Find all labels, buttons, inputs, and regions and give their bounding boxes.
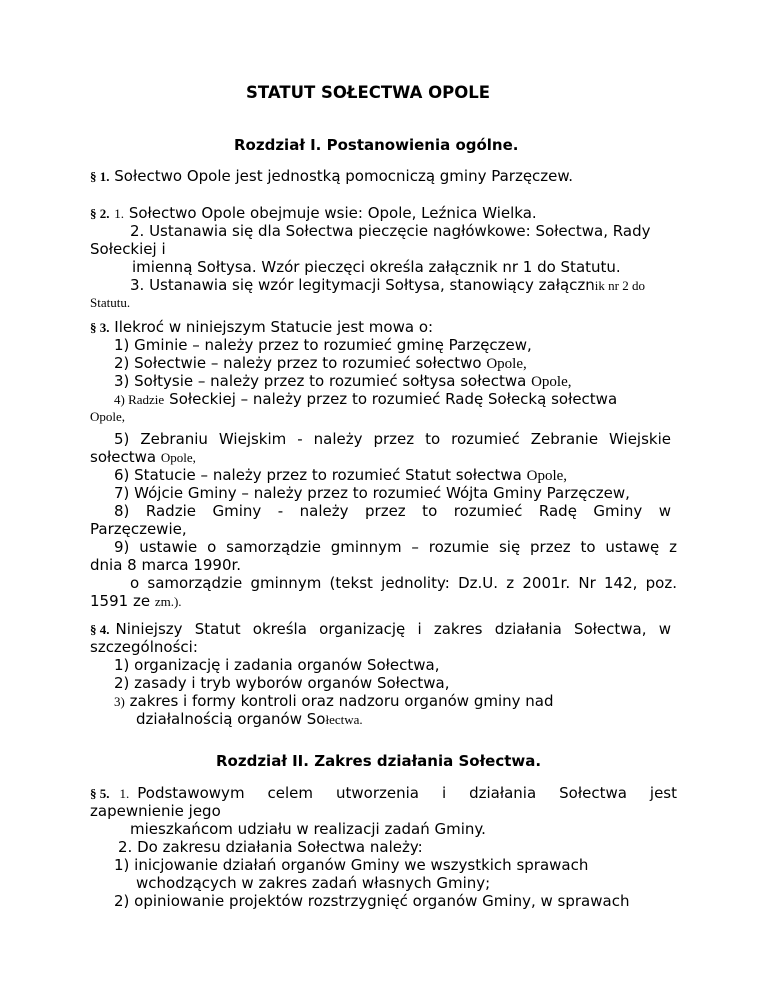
list-item-continuation: dnia 8 marca 1990r. bbox=[90, 556, 242, 574]
paragraph-1 bbox=[90, 167, 573, 186]
list-item-continuation bbox=[136, 710, 363, 729]
list-item-continuation: Opole, bbox=[90, 409, 126, 424]
list-item-number: 4) Radzie bbox=[114, 392, 165, 407]
list-item-text: sołectwa bbox=[90, 448, 157, 466]
list-item: 2) zasady i tryb wyborów organów Sołectwa, bbox=[114, 674, 450, 692]
item-number: 1. bbox=[114, 206, 125, 221]
paragraph-2-line-6: Statutu. bbox=[90, 295, 131, 310]
list-item bbox=[114, 372, 571, 391]
list-item: 1) organizację i zadania organów Sołectwa, bbox=[114, 656, 440, 674]
paragraph-2-line-1 bbox=[90, 204, 537, 223]
paragraph-mark: § 1. bbox=[90, 169, 110, 184]
list-item-text-serif: łectwa. bbox=[325, 712, 363, 727]
list-item-text-serif: Opole, bbox=[160, 450, 196, 465]
document-title: STATUT SOŁECTWA OPOLE bbox=[246, 83, 491, 102]
list-item-text: 6) Statucie – należy przez to rozumieć Statut sołectwa bbox=[114, 466, 522, 484]
paragraph-2-line-5 bbox=[130, 276, 645, 295]
paragraph-5-line-3: mieszkańcom udziału w realizacji zadań Gminy. bbox=[130, 820, 486, 838]
paragraph-2-line-3: Sołeckiej i bbox=[90, 240, 166, 258]
list-item: 1) Gminie – należy przez to rozumieć gminę Parzęczew, bbox=[114, 336, 532, 354]
list-item bbox=[114, 390, 671, 409]
paragraph-mark: § 4. bbox=[90, 622, 110, 637]
list-item-text: Sołeckiej – należy przez to rozumieć Radę Sołecką sołectwa bbox=[169, 390, 618, 408]
list-item bbox=[114, 354, 527, 373]
list-item-continuation: Parzęczewie, bbox=[90, 520, 187, 538]
list-item bbox=[114, 692, 554, 711]
paragraph-text: Podstawowym celem utworzenia i działania Sołectwa jest bbox=[137, 784, 677, 802]
list-item-number: 3) bbox=[114, 694, 125, 709]
paragraph-text: Sołectwo Opole jest jednostką pomocniczą gminy Parzęczew. bbox=[114, 167, 574, 185]
paragraph-4-line-2: szczególności: bbox=[90, 638, 198, 656]
paragraph-mark: § 5. bbox=[90, 786, 110, 801]
paragraph-text: Sołectwo Opole obejmuje wsie: Opole, Leźnica Wielka. bbox=[128, 204, 537, 222]
list-item-text: 2) Sołectwie – należy przez to rozumieć sołectwo bbox=[114, 354, 482, 372]
paragraph-2-line-4: imienną Sołtysa. Wzór pieczęci określa załącznik nr 1 do Statutu. bbox=[132, 258, 621, 276]
paragraph-4-line-1 bbox=[90, 620, 671, 639]
list-item-continuation: wchodzących w zakres zadań własnych Gminy; bbox=[136, 874, 491, 892]
paragraph-mark: § 2. bbox=[90, 206, 110, 221]
paragraph-text: 3. Ustanawia się wzór legitymacji Sołtysa, stanowiący załączn bbox=[130, 276, 595, 294]
list-item-continuation bbox=[90, 592, 182, 611]
list-item: 9) ustawie o samorządzie gminnym – rozumie się przez to ustawę z bbox=[114, 538, 677, 556]
chapter-1-heading: Rozdział I. Postanowienia ogólne. bbox=[234, 136, 519, 154]
list-item-text-serif: Opole, bbox=[531, 374, 572, 390]
paragraph-5-line-4: 2. Do zakresu działania Sołectwa należy: bbox=[118, 838, 423, 856]
paragraph-3-intro bbox=[90, 318, 433, 337]
list-item-continuation bbox=[90, 448, 196, 467]
list-item-text-serif: Opole, bbox=[486, 356, 527, 372]
list-item-continuation: o samorządzie gminnym (tekst jednolity: Dz.U. z 2001r. Nr 142, poz. bbox=[130, 574, 677, 592]
list-item-text: działalnością organów So bbox=[136, 710, 326, 728]
list-item-text: zakres i formy kontroli oraz nadzoru organów gminy nad bbox=[129, 692, 554, 710]
item-number: 1. bbox=[119, 786, 130, 801]
paragraph-text: Niniejszy Statut określa organizację i zakres działania Sołectwa, w bbox=[115, 620, 671, 638]
list-item: 5) Zebraniu Wiejskim - należy przez to rozumieć Zebranie Wiejskie bbox=[114, 430, 671, 448]
list-item: 1) inicjowanie działań organów Gminy we wszystkich sprawach bbox=[114, 856, 589, 874]
paragraph-2-line-2: 2. Ustanawia się dla Sołectwa pieczęcie nagłówkowe: Sołectwa, Rady bbox=[130, 222, 651, 240]
paragraph-text: Ilekroć w niniejszym Statucie jest mowa o: bbox=[114, 318, 434, 336]
paragraph-5-line-1 bbox=[90, 784, 677, 803]
paragraph-text-serif: ik nr 2 do bbox=[594, 278, 645, 293]
list-item: 7) Wójcie Gminy – należy przez to rozumieć Wójta Gminy Parzęczew, bbox=[114, 484, 630, 502]
list-item-text-serif: zm.). bbox=[154, 594, 182, 609]
list-item bbox=[114, 466, 567, 485]
list-item: 8) Radzie Gminy - należy przez to rozumieć Radę Gminy w bbox=[114, 502, 671, 520]
paragraph-mark: § 3. bbox=[90, 320, 110, 335]
paragraph-5-line-2: zapewnienie jego bbox=[90, 802, 221, 820]
list-item-text: 3) Sołtysie – należy przez to rozumieć sołtysa sołectwa bbox=[114, 372, 527, 390]
list-item-text: 1591 ze bbox=[90, 592, 151, 610]
list-item: 2) opiniowanie projektów rozstrzygnięć organów Gminy, w sprawach bbox=[114, 892, 630, 910]
list-item-text-serif: Opole, bbox=[526, 468, 568, 484]
chapter-2-heading: Rozdział II. Zakres działania Sołectwa. bbox=[216, 752, 542, 770]
